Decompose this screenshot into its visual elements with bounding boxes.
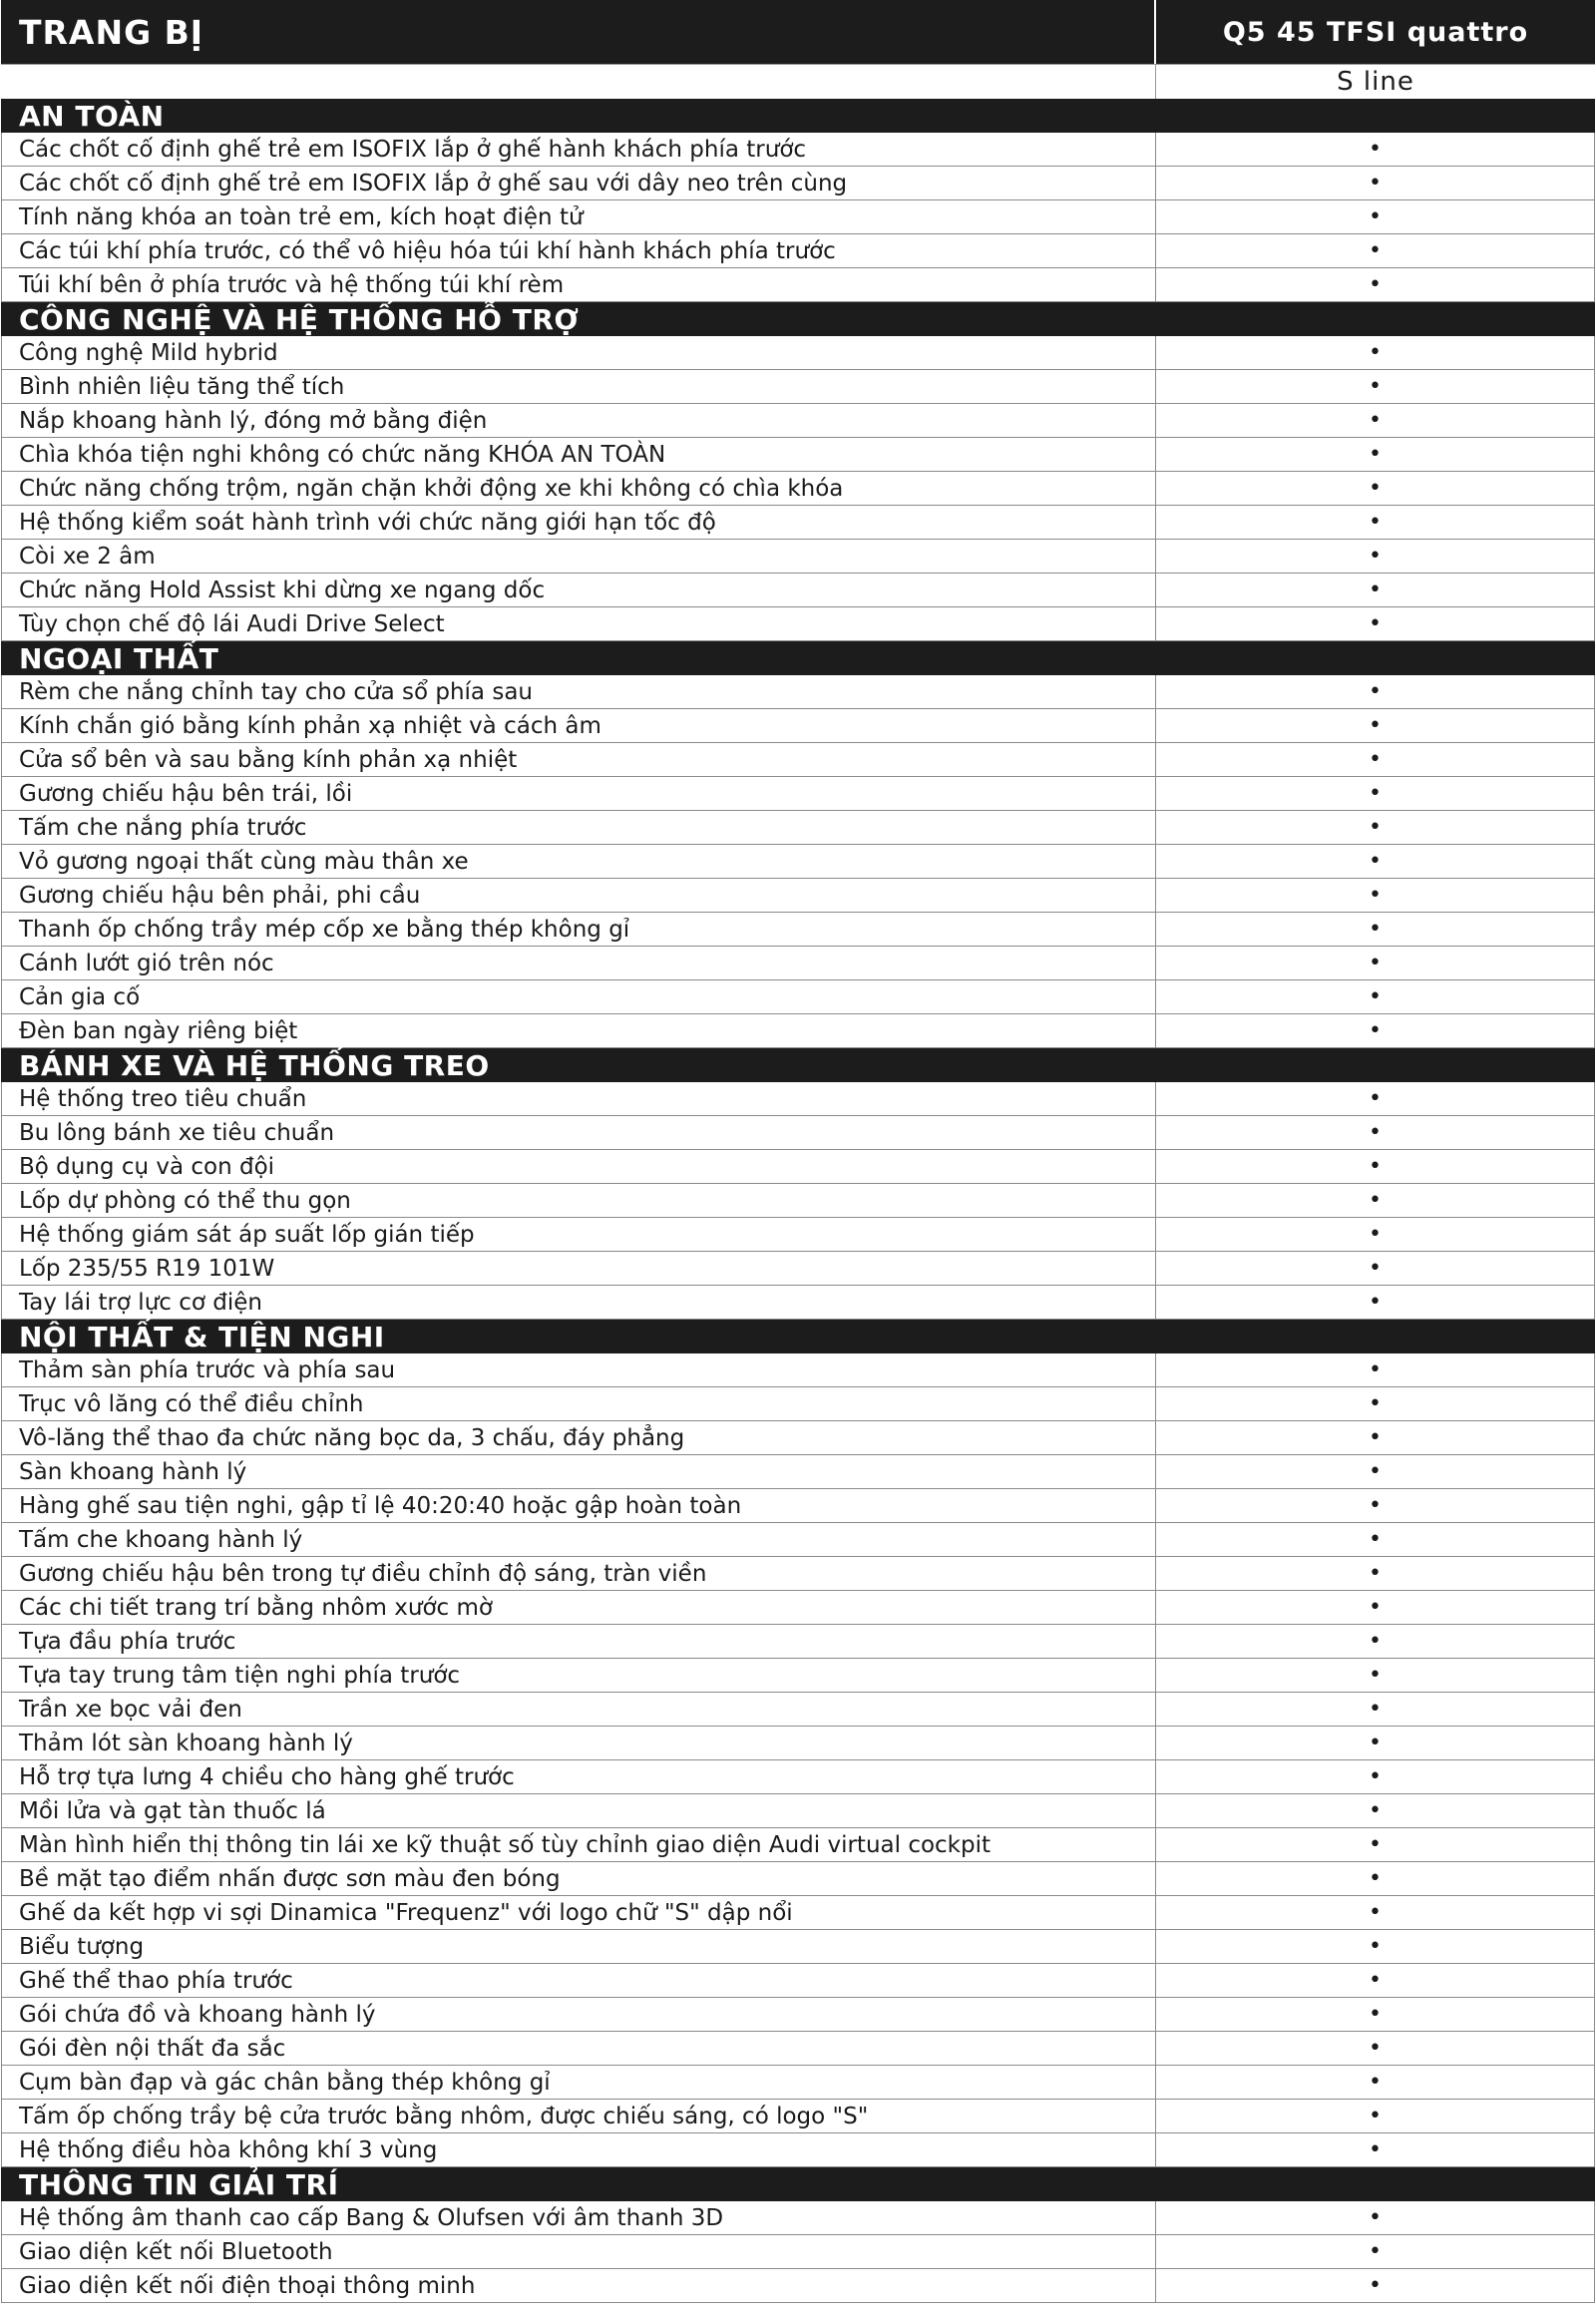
availability-bullet: • [1369,1425,1382,1450]
table-row [1,1014,1595,1048]
feature-label: Gương chiếu hậu bên trái, lồi [2,777,1156,810]
feature-label: Tấm che nắng phía trước [2,811,1156,844]
availability-bullet: • [1369,1290,1382,1315]
table-row [1,1353,1595,1387]
table-row [1,2066,1595,2100]
table-row [1,1591,1595,1625]
feature-label: Gương chiếu hậu bên trong tự điều chỉnh độ sáng, tràn viền [2,1557,1156,1590]
feature-label: Lốp 235/55 R19 101W [2,1252,1156,1285]
availability-bullet: • [1369,917,1382,942]
availability-bullet: • [1369,2239,1382,2264]
feature-label: Các túi khí phía trước, có thể vô hiệu hóa túi khí hành khách phía trước [2,234,1156,267]
feature-label: Hệ thống điều hòa không khí 3 vùng [2,2133,1156,2166]
availability-bullet: • [1369,1222,1382,1247]
table-row [1,268,1595,302]
section-header: THÔNG TIN GIẢI TRÍ [1,2167,1595,2201]
availability-bullet: • [1369,1731,1382,1755]
feature-label: Thảm lót sàn khoang hành lý [2,1727,1156,1759]
availability-bullet: • [1369,171,1382,195]
table-row [1,980,1595,1014]
feature-label: Vỏ gương ngoại thất cùng màu thân xe [2,845,1156,878]
table-row [1,2269,1595,2303]
feature-label: Tấm che khoang hành lý [2,1523,1156,1556]
feature-label: Gương chiếu hậu bên phải, phi cầu [2,879,1156,912]
table-row [1,1930,1595,1964]
table-row [1,1727,1595,1760]
feature-label: Giao diện kết nối điện thoại thông minh [2,2269,1156,2302]
table-row [1,743,1595,777]
feature-label: Hệ thống âm thanh cao cấp Bang & Olufsen với âm thanh 3D [2,2201,1156,2234]
feature-label: Đèn ban ngày riêng biệt [2,1014,1156,1047]
table-row [1,1455,1595,1489]
availability-bullet: • [1369,1256,1382,1281]
table-row [1,777,1595,811]
availability-bullet: • [1369,781,1382,806]
feature-label: Giao diện kết nối Bluetooth [2,2235,1156,2268]
feature-label: Rèm che nắng chỉnh tay cho cửa sổ phía sau [2,675,1156,708]
table-row [1,1998,1595,2032]
variant-spacer [1,65,1156,99]
availability-bullet: • [1369,849,1382,874]
availability-bullet: • [1369,374,1382,399]
table-row [1,1421,1595,1455]
feature-label: Công nghệ Mild hybrid [2,336,1156,369]
feature-label: Kính chắn gió bằng kính phản xạ nhiệt và cách âm [2,709,1156,742]
feature-label: Bộ dụng cụ và con đội [2,1150,1156,1183]
table-row [1,1794,1595,1828]
availability-bullet: • [1369,815,1382,840]
availability-bullet: • [1369,1595,1382,1620]
availability-bullet: • [1369,679,1382,704]
availability-bullet: • [1369,1357,1382,1382]
availability-bullet: • [1369,2205,1382,2230]
availability-bullet: • [1369,1832,1382,1857]
availability-bullet: • [1369,1561,1382,1586]
equipment-table [1,0,1595,2303]
availability-bullet: • [1369,1188,1382,1213]
table-row [1,1557,1595,1591]
table-header [1,0,1595,65]
table-row [1,133,1595,167]
table-row [1,2032,1595,2066]
section-header: CÔNG NGHỆ VÀ HỆ THỐNG HỖ TRỢ [1,302,1595,336]
table-title: TRANG BỊ [1,0,1156,64]
availability-bullet: • [1369,1663,1382,1688]
table-row [1,2235,1595,2269]
table-row [1,167,1595,200]
feature-label: Hệ thống treo tiêu chuẩn [2,1082,1156,1115]
table-row [1,438,1595,472]
availability-bullet: • [1369,2036,1382,2061]
table-row [1,1252,1595,1286]
table-row [1,1082,1595,1116]
table-row [1,1489,1595,1523]
feature-label: Hệ thống kiểm soát hành trình với chức năng giới hạn tốc độ [2,506,1156,539]
table-row [1,675,1595,709]
feature-label: Hỗ trợ tựa lưng 4 chiều cho hàng ghế trước [2,1760,1156,1793]
feature-label: Lốp dự phòng có thể thu gọn [2,1184,1156,1217]
feature-label: Thanh ốp chống trầy mép cốp xe bằng thép không gỉ [2,913,1156,946]
availability-bullet: • [1369,1018,1382,1043]
availability-bullet: • [1369,951,1382,975]
availability-bullet: • [1369,340,1382,365]
feature-label: Thảm sàn phía trước và phía sau [2,1353,1156,1386]
table-row [1,1659,1595,1693]
feature-label: Các chốt cố định ghế trẻ em ISOFIX lắp ở ghế sau với dây neo trên cùng [2,167,1156,199]
table-row [1,2100,1595,2133]
availability-bullet: • [1369,1629,1382,1654]
feature-label: Sàn khoang hành lý [2,1455,1156,1488]
table-row [1,336,1595,370]
feature-label: Ghế da kết hợp vi sợi Dinamica "Frequenz" với logo chữ "S" dập nổi [2,1896,1156,1929]
feature-label: Tựa đầu phía trước [2,1625,1156,1658]
availability-bullet: • [1369,408,1382,433]
availability-bullet: • [1369,1697,1382,1722]
table-row [1,1896,1595,1930]
table-row [1,1184,1595,1218]
table-row [1,2201,1595,2235]
table-row [1,845,1595,879]
availability-bullet: • [1369,544,1382,569]
table-row [1,607,1595,641]
feature-label: Bề mặt tạo điểm nhấn được sơn màu đen bóng [2,1862,1156,1895]
feature-label: Bu lông bánh xe tiêu chuẩn [2,1116,1156,1149]
table-row [1,540,1595,574]
feature-label: Tựa tay trung tâm tiện nghi phía trước [2,1659,1156,1692]
table-row [1,1387,1595,1421]
table-row [1,879,1595,913]
availability-bullet: • [1369,476,1382,501]
table-row [1,1523,1595,1557]
feature-label: Chức năng chống trộm, ngăn chặn khởi động xe khi không có chìa khóa [2,472,1156,505]
feature-label: Trần xe bọc vải đen [2,1693,1156,1726]
feature-label: Gói đèn nội thất đa sắc [2,2032,1156,2065]
availability-bullet: • [1369,984,1382,1009]
feature-label: Trục vô lăng có thể điều chỉnh [2,1387,1156,1420]
section-header: BÁNH XE VÀ HỆ THỐNG TREO [1,1048,1595,1082]
feature-label: Túi khí bên ở phía trước và hệ thống túi khí rèm [2,268,1156,301]
availability-bullet: • [1369,2002,1382,2027]
feature-label: Tính năng khóa an toàn trẻ em, kích hoạt điện tử [2,200,1156,233]
availability-bullet: • [1369,2070,1382,2095]
availability-bullet: • [1369,2137,1382,2162]
feature-label: Ghế thể thao phía trước [2,1964,1156,1997]
table-row [1,2133,1595,2167]
section-header: NỘI THẤT & TIỆN NGHI [1,1320,1595,1353]
table-row [1,1693,1595,1727]
table-row [1,913,1595,947]
availability-bullet: • [1369,1391,1382,1416]
feature-label: Bình nhiên liệu tăng thể tích [2,370,1156,403]
feature-label: Biểu tượng [2,1930,1156,1963]
availability-bullet: • [1369,1900,1382,1925]
availability-bullet: • [1369,883,1382,908]
availability-bullet: • [1369,1866,1382,1891]
feature-label: Tay lái trợ lực cơ điện [2,1286,1156,1319]
table-row [1,1286,1595,1320]
availability-bullet: • [1369,238,1382,263]
table-row [1,1150,1595,1184]
feature-label: Tùy chọn chế độ lái Audi Drive Select [2,607,1156,640]
feature-label: Cửa sổ bên và sau bằng kính phản xạ nhiệt [2,743,1156,776]
table-row [1,506,1595,540]
feature-label: Tấm ốp chống trầy bệ cửa trước bằng nhôm, được chiếu sáng, có logo "S" [2,2100,1156,2132]
availability-bullet: • [1369,510,1382,535]
feature-label: Các chốt cố định ghế trẻ em ISOFIX lắp ở ghế hành khách phía trước [2,133,1156,166]
availability-bullet: • [1369,1798,1382,1823]
availability-bullet: • [1369,713,1382,738]
feature-label: Mồi lửa và gạt tàn thuốc lá [2,1794,1156,1827]
availability-bullet: • [1369,1968,1382,1993]
table-body [1,99,1595,2303]
table-row [1,1760,1595,1794]
availability-bullet: • [1369,137,1382,162]
variant-row [1,65,1595,99]
availability-bullet: • [1369,1154,1382,1179]
variant-name: S line [1337,67,1414,97]
feature-label: Còi xe 2 âm [2,540,1156,573]
table-row [1,947,1595,980]
availability-bullet: • [1369,2104,1382,2128]
availability-bullet: • [1369,1459,1382,1484]
availability-bullet: • [1369,578,1382,602]
table-row [1,1218,1595,1252]
availability-bullet: • [1369,1764,1382,1789]
availability-bullet: • [1369,611,1382,636]
section-header: NGOẠI THẤT [1,641,1595,675]
table-row [1,1116,1595,1150]
table-row [1,370,1595,404]
feature-label: Gói chứa đồ và khoang hành lý [2,1998,1156,2031]
feature-label: Cụm bàn đạp và gác chân bằng thép không gỉ [2,2066,1156,2099]
table-row [1,1828,1595,1862]
feature-label: Chìa khóa tiện nghi không có chức năng KHÓA AN TOÀN [2,438,1156,471]
table-row [1,234,1595,268]
feature-label: Nắp khoang hành lý, đóng mở bằng điện [2,404,1156,437]
feature-label: Hàng ghế sau tiện nghi, gập tỉ lệ 40:20:40 hoặc gập hoàn toàn [2,1489,1156,1522]
table-row [1,404,1595,438]
feature-label: Cản gia cố [2,980,1156,1013]
feature-label: Hệ thống giám sát áp suất lốp gián tiếp [2,1218,1156,1251]
availability-bullet: • [1369,1493,1382,1518]
feature-label: Màn hình hiển thị thông tin lái xe kỹ thuật số tùy chỉnh giao diện Audi virtual cockpit [2,1828,1156,1861]
table-row [1,1625,1595,1659]
availability-bullet: • [1369,1120,1382,1145]
availability-bullet: • [1369,272,1382,297]
section-header: AN TOÀN [1,99,1595,133]
table-row [1,811,1595,845]
availability-bullet: • [1369,1527,1382,1552]
feature-label: Cánh lướt gió trên nóc [2,947,1156,979]
model-name: Q5 45 TFSI quattro [1222,16,1529,48]
feature-label: Vô-lăng thể thao đa chức năng bọc da, 3 chấu, đáy phẳng [2,1421,1156,1454]
availability-bullet: • [1369,204,1382,229]
feature-label: Chức năng Hold Assist khi dừng xe ngang dốc [2,574,1156,606]
availability-bullet: • [1369,442,1382,467]
availability-bullet: • [1369,1086,1382,1111]
availability-bullet: • [1369,747,1382,772]
table-row [1,200,1595,234]
table-row [1,1862,1595,1896]
table-row [1,472,1595,506]
table-row [1,1964,1595,1998]
availability-bullet: • [1369,1934,1382,1959]
availability-bullet: • [1369,2273,1382,2298]
feature-label: Các chi tiết trang trí bằng nhôm xước mờ [2,1591,1156,1624]
table-row [1,709,1595,743]
table-row [1,574,1595,607]
